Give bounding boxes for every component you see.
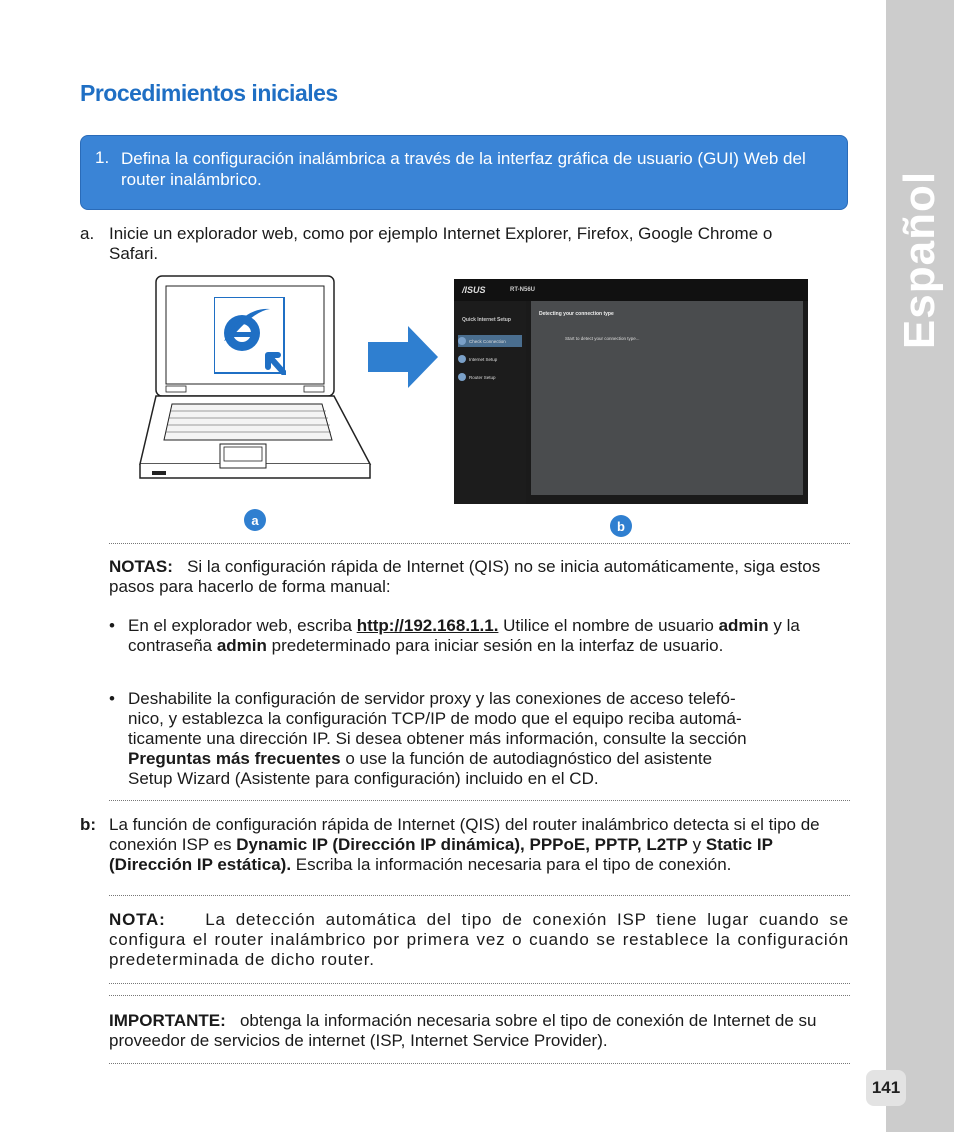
bullet-dot: •: [109, 689, 115, 708]
notes-bullet-1: En el explorador web, escriba http://192.168.1.1. Utilice el nombre de usuario admin y la contraseña admin predeterminado para iniciar sesión en la interfaz de usuario.: [128, 616, 800, 655]
notes-intro: Si la configuración rápida de Internet (QIS) no se inicia automáticamente, siga estos pasos para hacerlo de forma manual:: [109, 557, 821, 596]
step-1-text: Defina la configuración inalámbrica a través de la interfaz gráfica de usuario (GUI) Web del router inalámbrico.: [121, 149, 806, 189]
importante-label: IMPORTANTE:: [109, 1011, 226, 1030]
arrow-right-icon: [368, 326, 438, 388]
notes-bullet-2: Deshabilite la configuración de servidor proxy y las conexiones de acceso telefó- nico, y establezca la configuración TCP/IP de modo que el equipo reciba automá- ticamente una dirección IP. Si desea obtener más información, consulte la sección Preguntas más frecuentes o use la función de autodiagnóstico del asistente Setup Wizard (Asistente para configuración) incluido en el CD.: [128, 689, 747, 788]
nota-label: NOTA:: [109, 910, 166, 929]
router-model: RT-N56U: [510, 287, 536, 293]
router-main-message: Start to detect your connection type...: [565, 336, 640, 341]
router-sidebar: [454, 301, 526, 504]
notes-paragraph: [109, 557, 839, 597]
router-menu-check-connection[interactable]: Check Connection: [458, 335, 522, 347]
nota-text: La detección automática del tipo de conexión ISP tiene lugar cuando se configura el router inalámbrico por primera vez o cuando se restablece la configuración predeterminada de dicho router.: [109, 910, 849, 969]
router-web-gui-screenshot: [454, 279, 808, 504]
separator: [109, 895, 850, 896]
separator: [109, 543, 850, 544]
bullet-dot: •: [109, 616, 115, 635]
separator: [109, 800, 850, 801]
nota-paragraph: [109, 910, 849, 970]
globe-icon: [458, 355, 466, 363]
router-sidebar-title: Quick Internet Setup: [462, 317, 511, 323]
page-number: 141: [866, 1070, 906, 1106]
router-url-link[interactable]: http://192.168.1.1.: [356, 616, 499, 635]
step-1-number: 1.: [95, 148, 110, 167]
router-header: [454, 279, 808, 301]
figure-badge-b: b: [610, 515, 632, 537]
step-b-text: La función de configuración rápida de Internet (QIS) del router inalámbrico detecta si el tipo de conexión ISP es Dynamic IP (Dirección IP dinámica), PPPoE, PPTP, L2TP y Static IP (Dirección IP estática). Escriba la información necesaria para el tipo de conexión.: [109, 815, 820, 874]
separator: [109, 995, 850, 996]
figure-badge-a: a: [244, 509, 266, 531]
router-menu-internet-setup[interactable]: Internet Setup: [458, 353, 522, 365]
router-menu-router-setup[interactable]: Router Setup: [458, 371, 522, 383]
globe-icon: [458, 337, 466, 345]
notes-label: NOTAS:: [109, 557, 173, 576]
router-main-title: Detecting your connection type: [539, 311, 614, 317]
page-title: Procedimientos iniciales: [80, 80, 338, 106]
importante-paragraph: [109, 1011, 849, 1051]
separator: [109, 983, 850, 984]
internet-explorer-icon: [214, 297, 286, 375]
language-side-tab: [886, 0, 954, 1132]
router-icon: [458, 373, 466, 381]
importante-text: obtenga la información necesaria sobre el tipo de conexión de Internet de su proveedor de servicios de internet (ISP, Internet Service Provider).: [109, 1011, 817, 1050]
language-label: Español: [895, 170, 944, 350]
router-brand-logo: /ISUS: [462, 285, 486, 295]
step-a-label: a.: [80, 224, 95, 243]
separator: [109, 1063, 850, 1064]
step-1-box: [80, 135, 848, 210]
step-b-label: b:: [80, 815, 97, 834]
router-main-panel: [531, 301, 803, 495]
step-a-text: Inicie un explorador web, como por ejemplo Internet Explorer, Firefox, Google Chrome o Safari.: [109, 224, 773, 263]
